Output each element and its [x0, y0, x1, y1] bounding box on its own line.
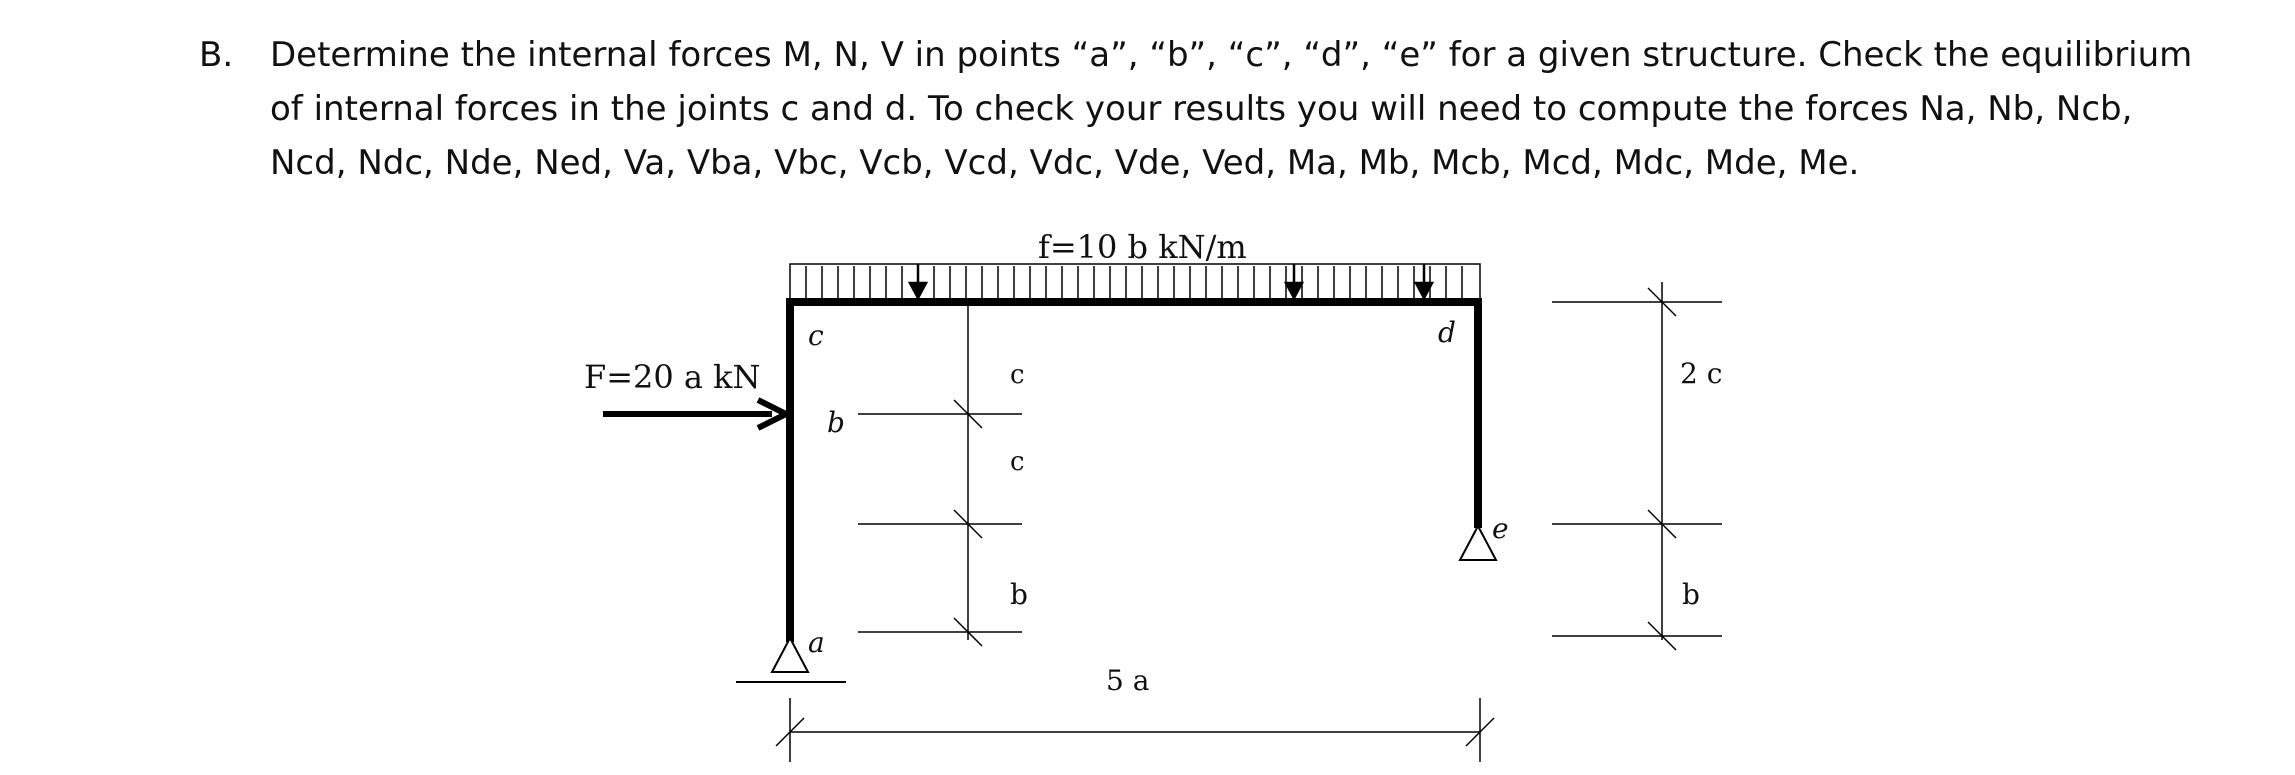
distributed-load-label: f=10 b kN/m — [1038, 228, 1247, 266]
load-arrow-2 — [1286, 283, 1302, 298]
dimension-bottom — [776, 698, 1494, 762]
load-strip — [790, 264, 1480, 300]
dim-right-lower: b — [1682, 578, 1700, 611]
load-arrow-1 — [910, 283, 926, 298]
load-arrows — [910, 264, 1432, 298]
frame — [790, 302, 1478, 638]
problem-line-2: of internal forces in the joints c and d. To check your results you will need to compute the forces Na, Nb, Ncb, — [270, 89, 2133, 129]
dim-left-middle: c — [1010, 447, 1025, 477]
distributed-load — [790, 264, 1480, 300]
point-label-c: c — [808, 319, 824, 352]
dimension-left — [858, 300, 1022, 646]
support-e — [1460, 526, 1496, 560]
point-label-a: a — [808, 626, 825, 659]
problem-line-3: Ncd, Ndc, Nde, Ned, Va, Vba, Vbc, Vcb, Vcd, Vdc, Vde, Ved, Ma, Mb, Mcb, Mcd, Mdc, Mde, Me. — [270, 143, 1860, 183]
point-label-b: b — [827, 406, 845, 439]
point-labels — [808, 316, 1509, 659]
load-ticks — [806, 266, 1462, 298]
point-label-e: e — [1492, 512, 1509, 545]
point-load-label: F=20 a kN — [584, 358, 761, 396]
dim-left-lower: b — [1010, 578, 1028, 611]
point-load-arrow — [603, 400, 786, 428]
problem-line-1: Determine the internal forces M, N, V in points “a”, “b”, “c”, “d”, “e” for a given structure. Check the equilibrium — [270, 35, 2193, 75]
dim-left-upper: c — [1010, 360, 1025, 390]
problem-label: B. — [199, 35, 234, 75]
support-a — [736, 638, 846, 682]
point-label-d: d — [1438, 316, 1456, 349]
dim-right-upper: 2 c — [1680, 357, 1723, 390]
dim-bottom-label: 5 a — [1106, 664, 1150, 697]
